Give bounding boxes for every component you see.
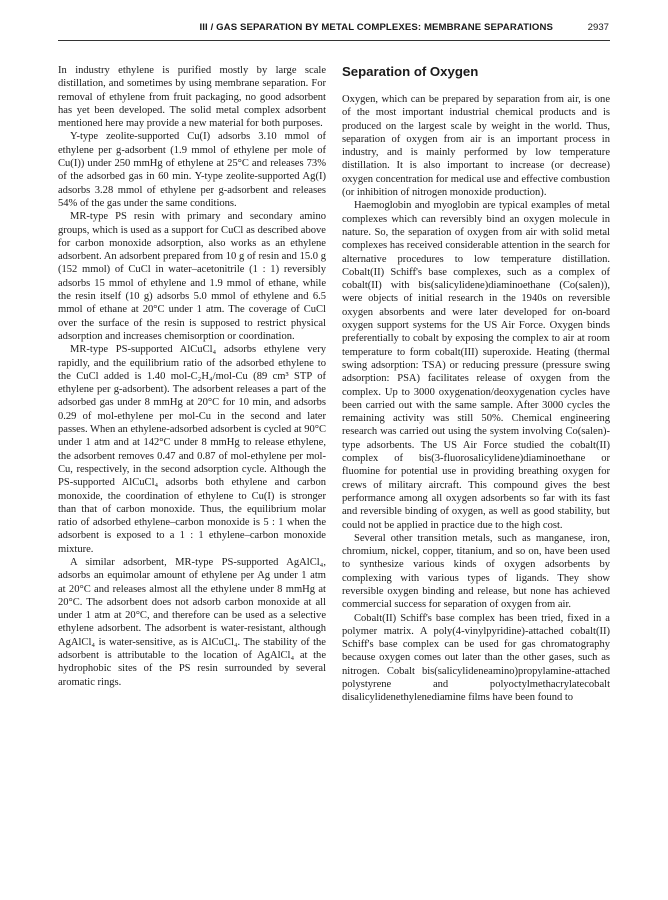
paragraph: A similar adsorbent, MR-type PS-supported AgAlCl₄, adsorbs an equimolar amount of ethylene per Ag under 1 atm at 20°C and releases almost all the ethylene under 8 mmHg at 20°C. The adsorbent does not adsorb carbon monoxide at all under 1 atm at 20°C, and therefore can be used as a selective ethylene adsorbent. The adsorbent is water-resistant, although AgAlCl₄ is water-sensitive, as is AlCuCl₄. The stability of the adsorbent is attributable to the location of AgAlCl₄ at the hydrophobic sites of the PS resin surrounded by several aromatic rings.	[58, 556, 326, 688]
paragraph: In industry ethylene is purified mostly by large scale distillation, and sometimes by using membrane separation. For removal of ethylene from fruit packaging, no good adsorbent has yet been developed. The solid metal complex adsorbent mentioned here may provide a new material for both purposes.	[58, 65, 326, 130]
paragraph: Oxygen, which can be prepared by separation from air, is one of the most important industrial chemical products and is produced on the largest scale by weight in the world. Thus, separation of oxygen from air is an important process in industry, and is mainly performed by low temperature distillation. It is also important to increase (or decrease) oxygen concentration for medical use and effective combustion (or inhibition of nitrogen monoxide production).	[342, 94, 610, 199]
right-column	[342, 64, 610, 705]
header-rule	[58, 40, 610, 41]
left-column	[58, 64, 326, 689]
running-header	[0, 22, 609, 36]
paragraph: Y-type zeolite-supported Cu(I) adsorbs 3.10 mmol of ethylene per g-adsorbent (1.9 mmol of ethylene per mole of Cu(I)) under 250 mmHg of ethylene at 25°C and releases 73% of the adsorbed gas in 60 min. Y-type zeolite-supported Ag(I) adsorbs 3.28 mmol of ethylene per g-adsorbent and releases 54% of the gas under the same conditions.	[58, 131, 326, 209]
paragraph: Haemoglobin and myoglobin are typical examples of metal complexes which can reversibly bind an oxygen molecule in nature. So, the separation of oxygen from air with solid metal complexes has received considerable attention in the search for alternative procedures to low temperature distillation. Cobalt(II) Schiff's base complexes, such as a complex of cobalt(II) with bis(salicylidene)diaminoethane (Co(salen)), were objects of initial research in the 1940s on reversible oxygen absorbents and were later developed for on-board oxygen support systems for the US Air Force. Oxygen binds preferentially to cobalt by exposing the complex to air at room temperature to form cobalt(III) superoxide. Heating (thermal swing adsorption: TSA) or reducing pressure (pressure swing adsorption: PSA) facilitates release of oxygen from the complex. Up to 3000 oxygenation/deoxygenation cycles have been carried out with the same sample. After 3000 cycles the remaining activity was still 50%. Chemical engineering research was carried out using the system involving Co(salen)-type adsorbents. The US Air Force studied the cobalt(II) complex of bis(3-fluorosalicylidene)diaminoethane or fluomine for potential use in providing breathing oxygen for crews of military aircraft. This compound gives the best performance among all oxygen adsorbents so far with its fast and reversible binding of oxygen, as well as good stability, but could not be applied in practice due to the high cost.	[342, 200, 610, 531]
paragraph: Several other transition metals, such as manganese, iron, chromium, nickel, copper, titanium, and so on, have been used to synthesize various kinds of oxygen adsorbents by complexing with various types of ligands. They show reversible oxygen binding and release, but none has achieved commercial success for separation of oxygen from air.	[342, 532, 610, 611]
page-number: 2937	[587, 22, 609, 33]
paragraph: MR-type PS-supported AlCuCl₄ adsorbs ethylene very rapidly, and the equilibrium ratio of the adsorbed ethylene to the CuCl added is 1.40 mol-C₂H₄/mol-Cu (89 cm³ STP of ethylene per g-adsorbent). The adsorbent releases a part of the adsorbed gas under 8 mmHg at 20°C for 10 min, and adsorbs 0.29 of mol-ethylene per mol-Cu in the second and later passes. When an ethylene-adsorbed adsorbent is cycled at 90°C under 1 atm and at 142°C under 8 mmHg to release ethylene, the adsorbent removes 0.47 and 0.87 of mol-ethylene per mol-Cu, respectively, in the second adsorption cycle. Although the PS-supported AlCuCl₄ adsorbs both ethylene and carbon monoxide, the coordination of ethylene to Cu(I) is stronger than that of carbon monoxide. Thus, the equilibrium molar ratio of adsorbed ethylene–carbon monoxide is 5 : 1 when the adsorbent is exposed to a 1 : 1 ethylene–carbon monoxide mixture.	[58, 344, 326, 555]
paragraph: Cobalt(II) Schiff's base complex has been tried, fixed in a polymer matrix. A poly(4-vinylpyridine)-attached cobalt(II) Schiff's base complex can be used for gas chromatography because oxygen comes out later than the other gases, such as nitrogen. Cobalt bis(salicylideneamino)propylamine-attached polystyrene and polyoctylmethacrylatecobalt disalicylidenethylenediamine films have been found to	[342, 612, 610, 704]
section-title: Separation of Oxygen	[342, 64, 479, 79]
running-header-title: III / GAS SEPARATION BY METAL COMPLEXES: MEMBRANE SEPARATIONS	[199, 22, 553, 33]
paragraph: MR-type PS resin with primary and secondary amino groups, which is used as a support for CuCl as described above for carbon monoxide adsorption, also works as an ethylene adsorbent. An adsorbent prepared from 10 g of resin and 15.0 g (152 mmol) of CuCl in water–acetonitrile (1 : 1) reversibly adsorbs 15 mmol of ethylene and 1.9 mmol of ethane, while the resin itself (10 g) adsorbs 5.0 mmol of ethylene and 6.5 mmol of ethane at 20°C under 1 atm. The coverage of CuCl over the surface of the resin is supposed to restrict physical adsorption and increases chemisorption or coordination.	[58, 211, 326, 342]
